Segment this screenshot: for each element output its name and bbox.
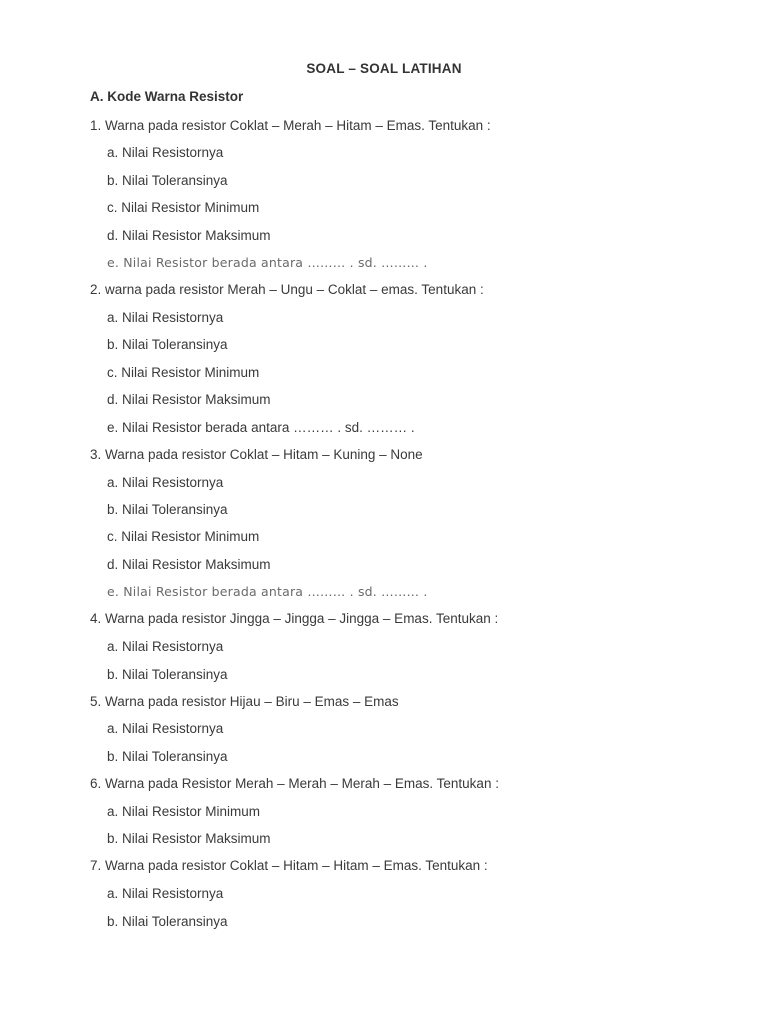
question-2-item-a: a. Nilai Resistornya bbox=[107, 310, 224, 325]
question-2-item-e: e. Nilai Resistor berada antara ……… . sd. ……… . bbox=[107, 420, 415, 435]
question-2-item-c: c. Nilai Resistor Minimum bbox=[107, 365, 260, 380]
section-heading: A. Kode Warna Resistor bbox=[90, 89, 244, 104]
question-7: 7. Warna pada resistor Coklat – Hitam – Hitam – Emas. Tentukan : bbox=[90, 858, 488, 873]
question-3-item-d: d. Nilai Resistor Maksimum bbox=[107, 557, 271, 572]
question-6-item-b: b. Nilai Resistor Maksimum bbox=[107, 831, 271, 846]
question-5: 5. Warna pada resistor Hijau – Biru – Emas – Emas bbox=[90, 694, 399, 709]
question-3: 3. Warna pada resistor Coklat – Hitam – Kuning – None bbox=[90, 447, 423, 462]
question-6: 6. Warna pada Resistor Merah – Merah – Merah – Emas. Tentukan : bbox=[90, 776, 499, 791]
document-title: SOAL – SOAL LATIHAN bbox=[306, 61, 462, 76]
question-1-item-c: c. Nilai Resistor Minimum bbox=[107, 200, 260, 215]
question-4-item-b: b. Nilai Toleransinya bbox=[107, 667, 228, 682]
question-2-item-d: d. Nilai Resistor Maksimum bbox=[107, 392, 271, 407]
question-3-item-e: e. Nilai Resistor berada antara ……… . sd. ……… . bbox=[107, 584, 428, 599]
question-4-item-a: a. Nilai Resistornya bbox=[107, 639, 224, 654]
question-2: 2. warna pada resistor Merah – Ungu – Coklat – emas. Tentukan : bbox=[90, 282, 484, 297]
question-5-item-a: a. Nilai Resistornya bbox=[107, 721, 224, 736]
question-7-item-b: b. Nilai Toleransinya bbox=[107, 914, 228, 929]
question-1-item-a: a. Nilai Resistornya bbox=[107, 145, 224, 160]
question-1-item-b: b. Nilai Toleransinya bbox=[107, 173, 228, 188]
question-1: 1. Warna pada resistor Coklat – Merah – Hitam – Emas. Tentukan : bbox=[90, 118, 491, 133]
question-3-item-a: a. Nilai Resistornya bbox=[107, 475, 224, 490]
question-1-item-e: e. Nilai Resistor berada antara ……… . sd. ……… . bbox=[107, 255, 428, 270]
question-3-item-b: b. Nilai Toleransinya bbox=[107, 502, 228, 517]
question-6-item-a: a. Nilai Resistor Minimum bbox=[107, 804, 261, 819]
question-5-item-b: b. Nilai Toleransinya bbox=[107, 749, 228, 764]
question-7-item-a: a. Nilai Resistornya bbox=[107, 886, 224, 901]
question-3-item-c: c. Nilai Resistor Minimum bbox=[107, 529, 260, 544]
question-2-item-b: b. Nilai Toleransinya bbox=[107, 337, 228, 352]
question-1-item-d: d. Nilai Resistor Maksimum bbox=[107, 228, 271, 243]
question-4: 4. Warna pada resistor Jingga – Jingga – Jingga – Emas. Tentukan : bbox=[90, 611, 499, 626]
